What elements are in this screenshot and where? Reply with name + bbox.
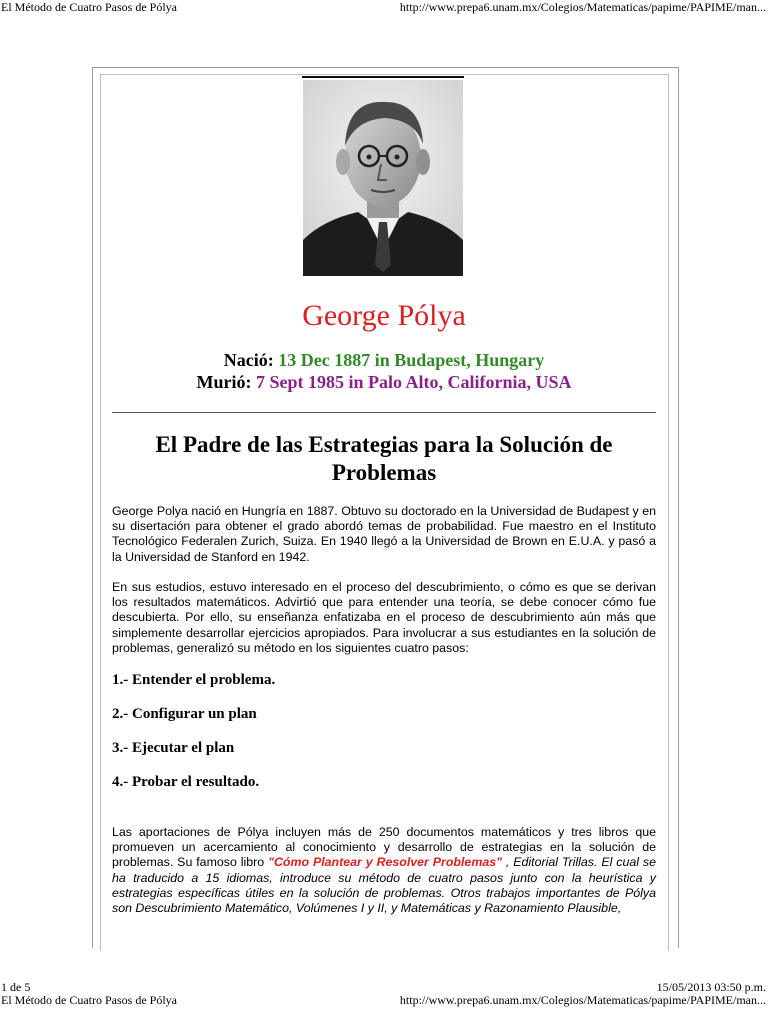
- print-datetime: 15/05/2013 03:50 p.m.: [656, 980, 766, 994]
- bio-paragraph-1: George Polya nació en Hungría en 1887. Obtuvo su doctorado en la Universidad de Budapest y en su disertación para obtener el grado abordó temas de probabilidad. Fue maestro en el Instituto Tecnológico Federalen Zurich, Suiza. En 1940 llegó a la Universidad de Brown en E.U.A. y pasó a la Universidad de Stanford en 1942.: [112, 504, 656, 564]
- born-line: [112, 349, 656, 371]
- born-label: Nació:: [223, 350, 279, 370]
- portrait-container: [302, 76, 464, 276]
- print-footer: [1, 980, 766, 994]
- step-3: 3.- Ejecutar el plan: [112, 740, 235, 756]
- print-header-title: El Método de Cuatro Pasos de Pólya: [1, 0, 177, 14]
- paragraph-3-start: Las aportaciones de Pólya incluyen más de 250 documentos matemáticos y tres libros que promueven un acercamiento al conocimiento y desarrollo de estrategias en la solución de problemas. Su famoso libro: [112, 825, 656, 870]
- died-value: 7 Sept 1985 in Palo Alto, California, USA: [255, 372, 572, 392]
- print-header: [1, 0, 766, 14]
- section-heading: El Padre de las Estrategias para la Solución de Problemas: [155, 432, 613, 485]
- died-label: Murió:: [196, 372, 256, 392]
- next-page-header: [1, 993, 766, 1007]
- publisher: , Editorial Trillas.: [502, 855, 598, 870]
- next-page-url[interactable]: http://www.prepa6.unam.mx/Colegios/Matematicas/papime/PAPIME/man...: [399, 993, 766, 1007]
- bio-paragraph-3: [112, 825, 656, 916]
- step-1: 1.- Entender el problema.: [112, 672, 276, 688]
- portrait-top-rule: [302, 76, 464, 78]
- next-page-title: El Método de Cuatro Pasos de Pólya: [1, 993, 177, 1007]
- life-dates: [112, 349, 656, 393]
- born-value: 13 Dec 1887 in Budapest, Hungary: [278, 350, 545, 370]
- book-title: "Cómo Plantear y Resolver Problemas": [268, 855, 502, 870]
- person-name: George Pólya: [302, 299, 466, 332]
- step-2: 2.- Configurar un plan: [112, 706, 257, 722]
- portrait-image: [303, 80, 463, 276]
- horizontal-divider: [112, 412, 656, 413]
- print-header-url[interactable]: http://www.prepa6.unam.mx/Colegios/Matematicas/papime/PAPIME/man...: [399, 0, 766, 14]
- paragraph-3-end: El cual se ha traducido a 15 idiomas, introduce su método de cuatro pasos junto con la heurística y estrategias específicas útiles en la solución de problemas. Otros trabajos importantes de Pólya son Descubrimiento Matemático, Volúmenes I y II, y Matemáticas y Razonamiento Plausible,: [112, 855, 656, 916]
- died-line: [112, 371, 656, 393]
- step-4: 4.- Probar el resultado.: [112, 774, 260, 790]
- page-number: 1 de 5: [1, 980, 31, 994]
- bio-paragraph-2: En sus estudios, estuvo interesado en el proceso del descubrimiento, o cómo es que se derivan los resultados matemáticos. Advirtió que para entender una teoría, se debe conocer cómo fue descubierta. Por ello, su enseñanza enfatizaba en el proceso de descubrimiento aún más que simplemente desarrollar ejercicios apropiados. Para involucrar a sus estudiantes en la solución de problemas, generalizó su método en los siguientes cuatro pasos:: [112, 580, 656, 655]
